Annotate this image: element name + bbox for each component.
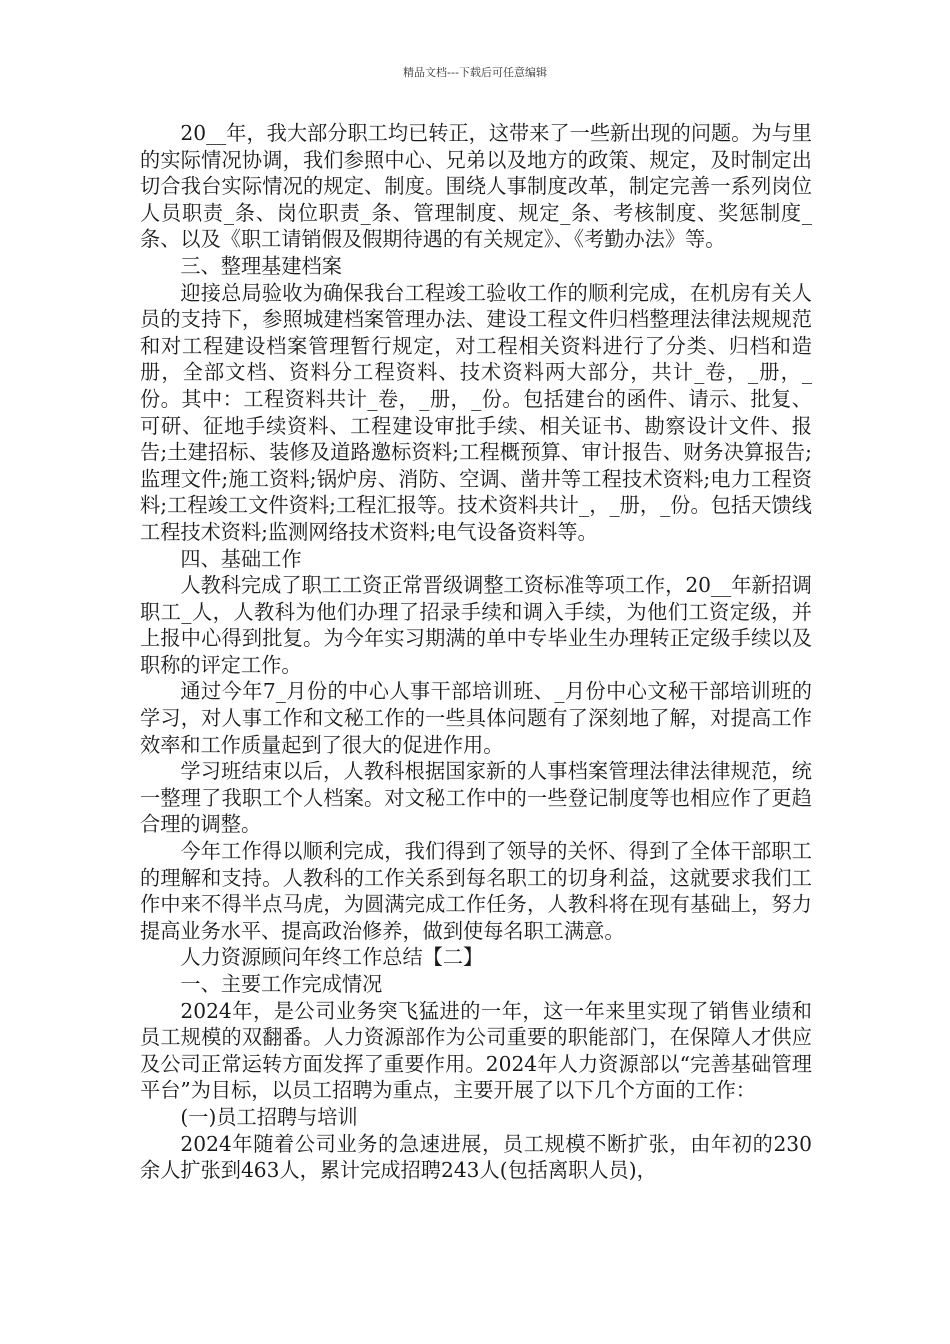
subsection-heading-recruitment: (一)员工招聘与培训 bbox=[180, 1104, 358, 1129]
paragraph-conclusion: 今年工作得以顺利完成，我们得到了领导的关怀、得到了全体干部职工的理解和支持。人教科的工作关系到每名职工的切身利益，这就要求我们工作中来不得半点马虎，为圆满完成工作任务，人教科将在现有基础上，努力提高业务水平、提高政治修养，做到使每名职工满意。 bbox=[140, 839, 812, 943]
section-heading-basic-work: 四、基础工作 bbox=[180, 546, 302, 571]
paragraph-archives: 迎接总局验收为确保我台工程竣工验收工作的顺利完成，在机房有关人员的支持下，参照城建档案管理办法、建设工程文件归档整理法律法规规范和对工程建设档案管理暂行规定，对工程相关资料进行了分类、归档和造册，全部文档、资料分工程资料、技术资料两大部分，共计_卷，_册，_份。其中：工程资料共计_卷，_册，_份。包括建台的函件、请示、批复、可研、征地手续资料、工程建设审批手续、相关证书、勘察设计文件、报告;土建招标、装修及道路邀标资料;工程概预算、审计报告、财务决算报告;监理文件;施工资料;锅炉房、消防、空调、凿井等工程技术资料;电力工程资料;工程竣工文件资料;工程汇报等。技术资料共计_，_册，_份。包括天馈线工程技术资料;监测网络技术资料;电气设备资料等。 bbox=[140, 280, 812, 544]
title-summary-two: 人力资源顾问年终工作总结【二】 bbox=[180, 945, 484, 970]
paragraph-recruitment: 2024年随着公司业务的急速进展，员工规模不断扩张，由年初的230余人扩张到463人，累计完成招聘243人(包括离职人员)， bbox=[140, 1131, 812, 1183]
paragraph-personnel-files: 学习班结束以后，人教科根据国家新的人事档案管理法律法律规范，统一整理了我职工个人档案。对文秘工作中的一些登记制度等也相应作了更趋合理的调整。 bbox=[140, 759, 812, 837]
page-header: 精品文档---下载后可任意编辑 bbox=[403, 66, 547, 79]
section-heading-archives: 三、整理基建档案 bbox=[180, 253, 342, 278]
section-heading-main-work: 一、主要工作完成情况 bbox=[180, 972, 383, 996]
paragraph-intro: 20__年，我大部分职工均已转正，这带来了一些新出现的问题。为与里的实际情况协调，我们参照中心、兄弟以及地方的政策、规定，及时制定出切合我台实际情况的规定、制度。围绕人事制度改革，制定完善一系列岗位人员职责_条、岗位职责_条、管理制度、规定_条、考核制度、奖惩制度_条、以及《职工请销假及假期待遇的有关规定》、《考勤办法》等。 bbox=[140, 121, 812, 252]
document-body bbox=[140, 120, 812, 1184]
paragraph-salary: 人教科完成了职工工资正常晋级调整工资标准等项工作，20__年新招调职工_人，人教科为他们办理了招录手续和调入手续，为他们工资定级，并上报中心得到批复。为今年实习期满的单中专毕业生办理转正定级手续以及职称的评定工作。 bbox=[140, 573, 812, 677]
paragraph-2024-overview: 2024年，是公司业务突飞猛进的一年，这一年来里实现了销售业绩和员工规模的双翻番。人力资源部作为公司重要的职能部门，在保障人才供应及公司正常运转方面发挥了重要作用。2024年人力资源部以“完善基础管理平台”为目标，以员工招聘为重点，主要开展了以下几个方面的工作： bbox=[140, 998, 812, 1103]
paragraph-training: 通过今年7_月份的中心人事干部培训班、_月份中心文秘干部培训班的学习，对人事工作和文秘工作的一些具体问题有了深刻地了解，对提高工作效率和工作质量起到了很大的促进作用。 bbox=[140, 679, 812, 757]
